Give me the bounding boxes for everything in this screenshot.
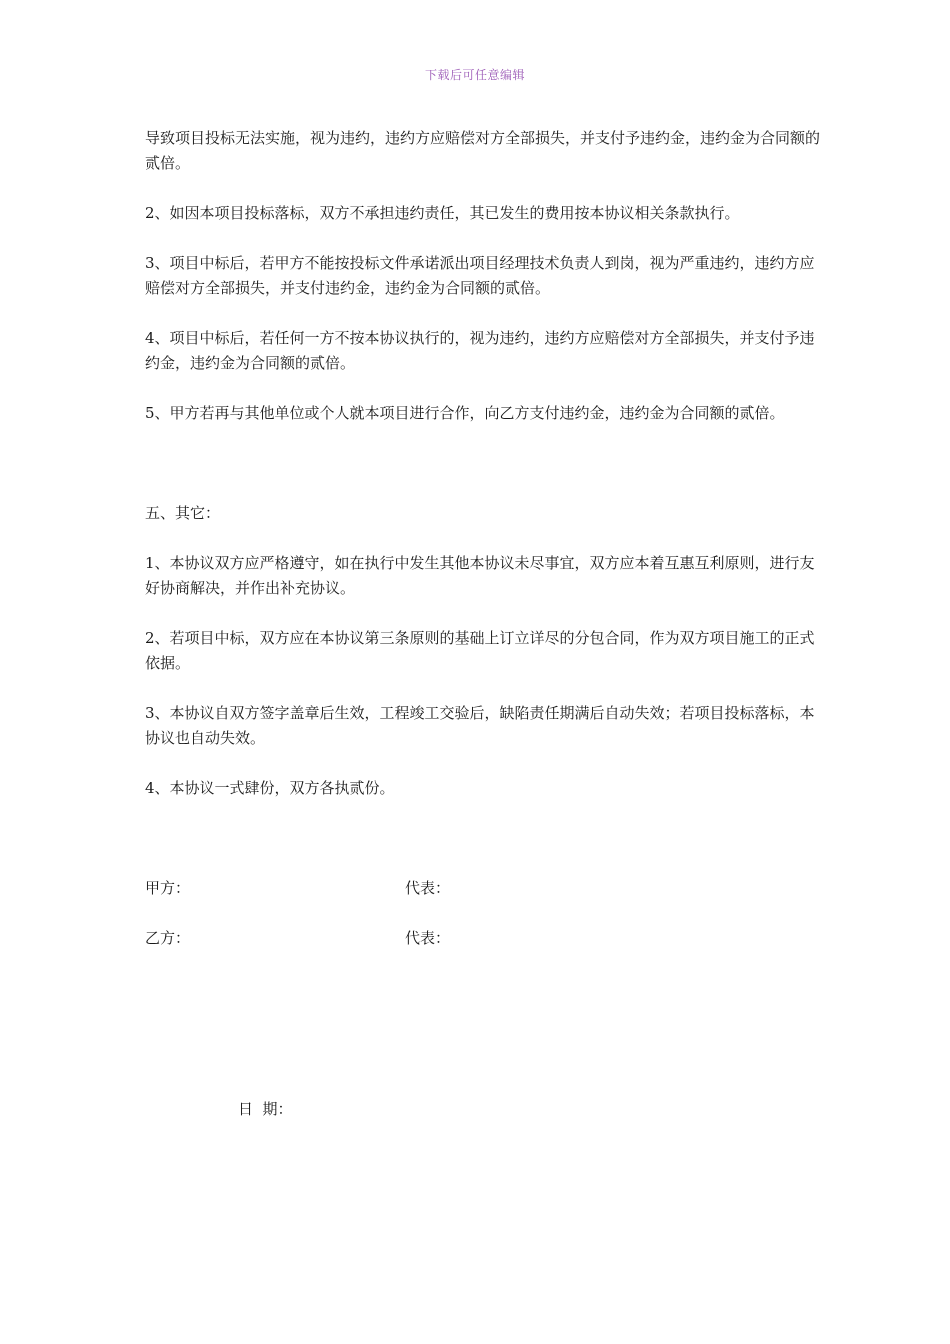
- section-five-title: 五、其它：: [145, 504, 221, 522]
- breach-clause-5: 5、甲方若再与其他单位或个人就本项目进行合作，向乙方支付违约金，违约金为合同额的贰倍。: [145, 404, 785, 422]
- party-a-label: 甲方：: [145, 879, 191, 897]
- breach-clause-2: 2、如因本项目投标落标，双方不承担违约责任，其已发生的费用按本协议相关条款执行。: [145, 204, 740, 222]
- party-b-representative-label: 代表：: [405, 929, 451, 947]
- other-clause-3: 3、本协议自双方签字盖章后生效，工程竣工交验后，缺陷责任期满后自动失效；若项目投标落标，本协议也自动失效。: [145, 704, 815, 747]
- spacer: [145, 826, 825, 876]
- party-b-signature-row: [145, 926, 825, 951]
- breach-clause-3: 3、项目中标后，若甲方不能按投标文件承诺派出项目经理技术负责人到岗，视为严重违约，违约方应赔偿对方全部损失，并支付违约金，违约金为合同额的贰倍。: [145, 254, 815, 297]
- party-a-signature-row: [145, 876, 825, 901]
- other-clause-4: 4、本协议一式肆份，双方各执贰份。: [145, 779, 395, 797]
- breach-clause-continued: 导致项目投标无法实施，视为违约，违约方应赔偿对方全部损失，并支付予违约金，违约金为合同额的贰倍。: [145, 129, 821, 172]
- header-watermark: 下载后可任意编辑: [424, 68, 525, 82]
- party-b-label: 乙方：: [145, 929, 191, 947]
- date-label: 日 期：: [238, 1100, 293, 1118]
- other-clause-1: 1、本协议双方应严格遵守，如在执行中发生其他本协议未尽事宜，双方应本着互惠互利原则，进行友好协商解决，并作出补充协议。: [145, 554, 815, 597]
- breach-clause-4: 4、项目中标后，若任何一方不按本协议执行的，视为违约，违约方应赔偿对方全部损失，并支付予违约金，违约金为合同额的贰倍。: [145, 329, 815, 372]
- party-a-representative-label: 代表：: [405, 879, 451, 897]
- document-body: [145, 126, 825, 976]
- spacer: [145, 451, 825, 501]
- other-clause-2: 2、若项目中标，双方应在本协议第三条原则的基础上订立详尽的分包合同，作为双方项目施工的正式依据。: [145, 629, 815, 672]
